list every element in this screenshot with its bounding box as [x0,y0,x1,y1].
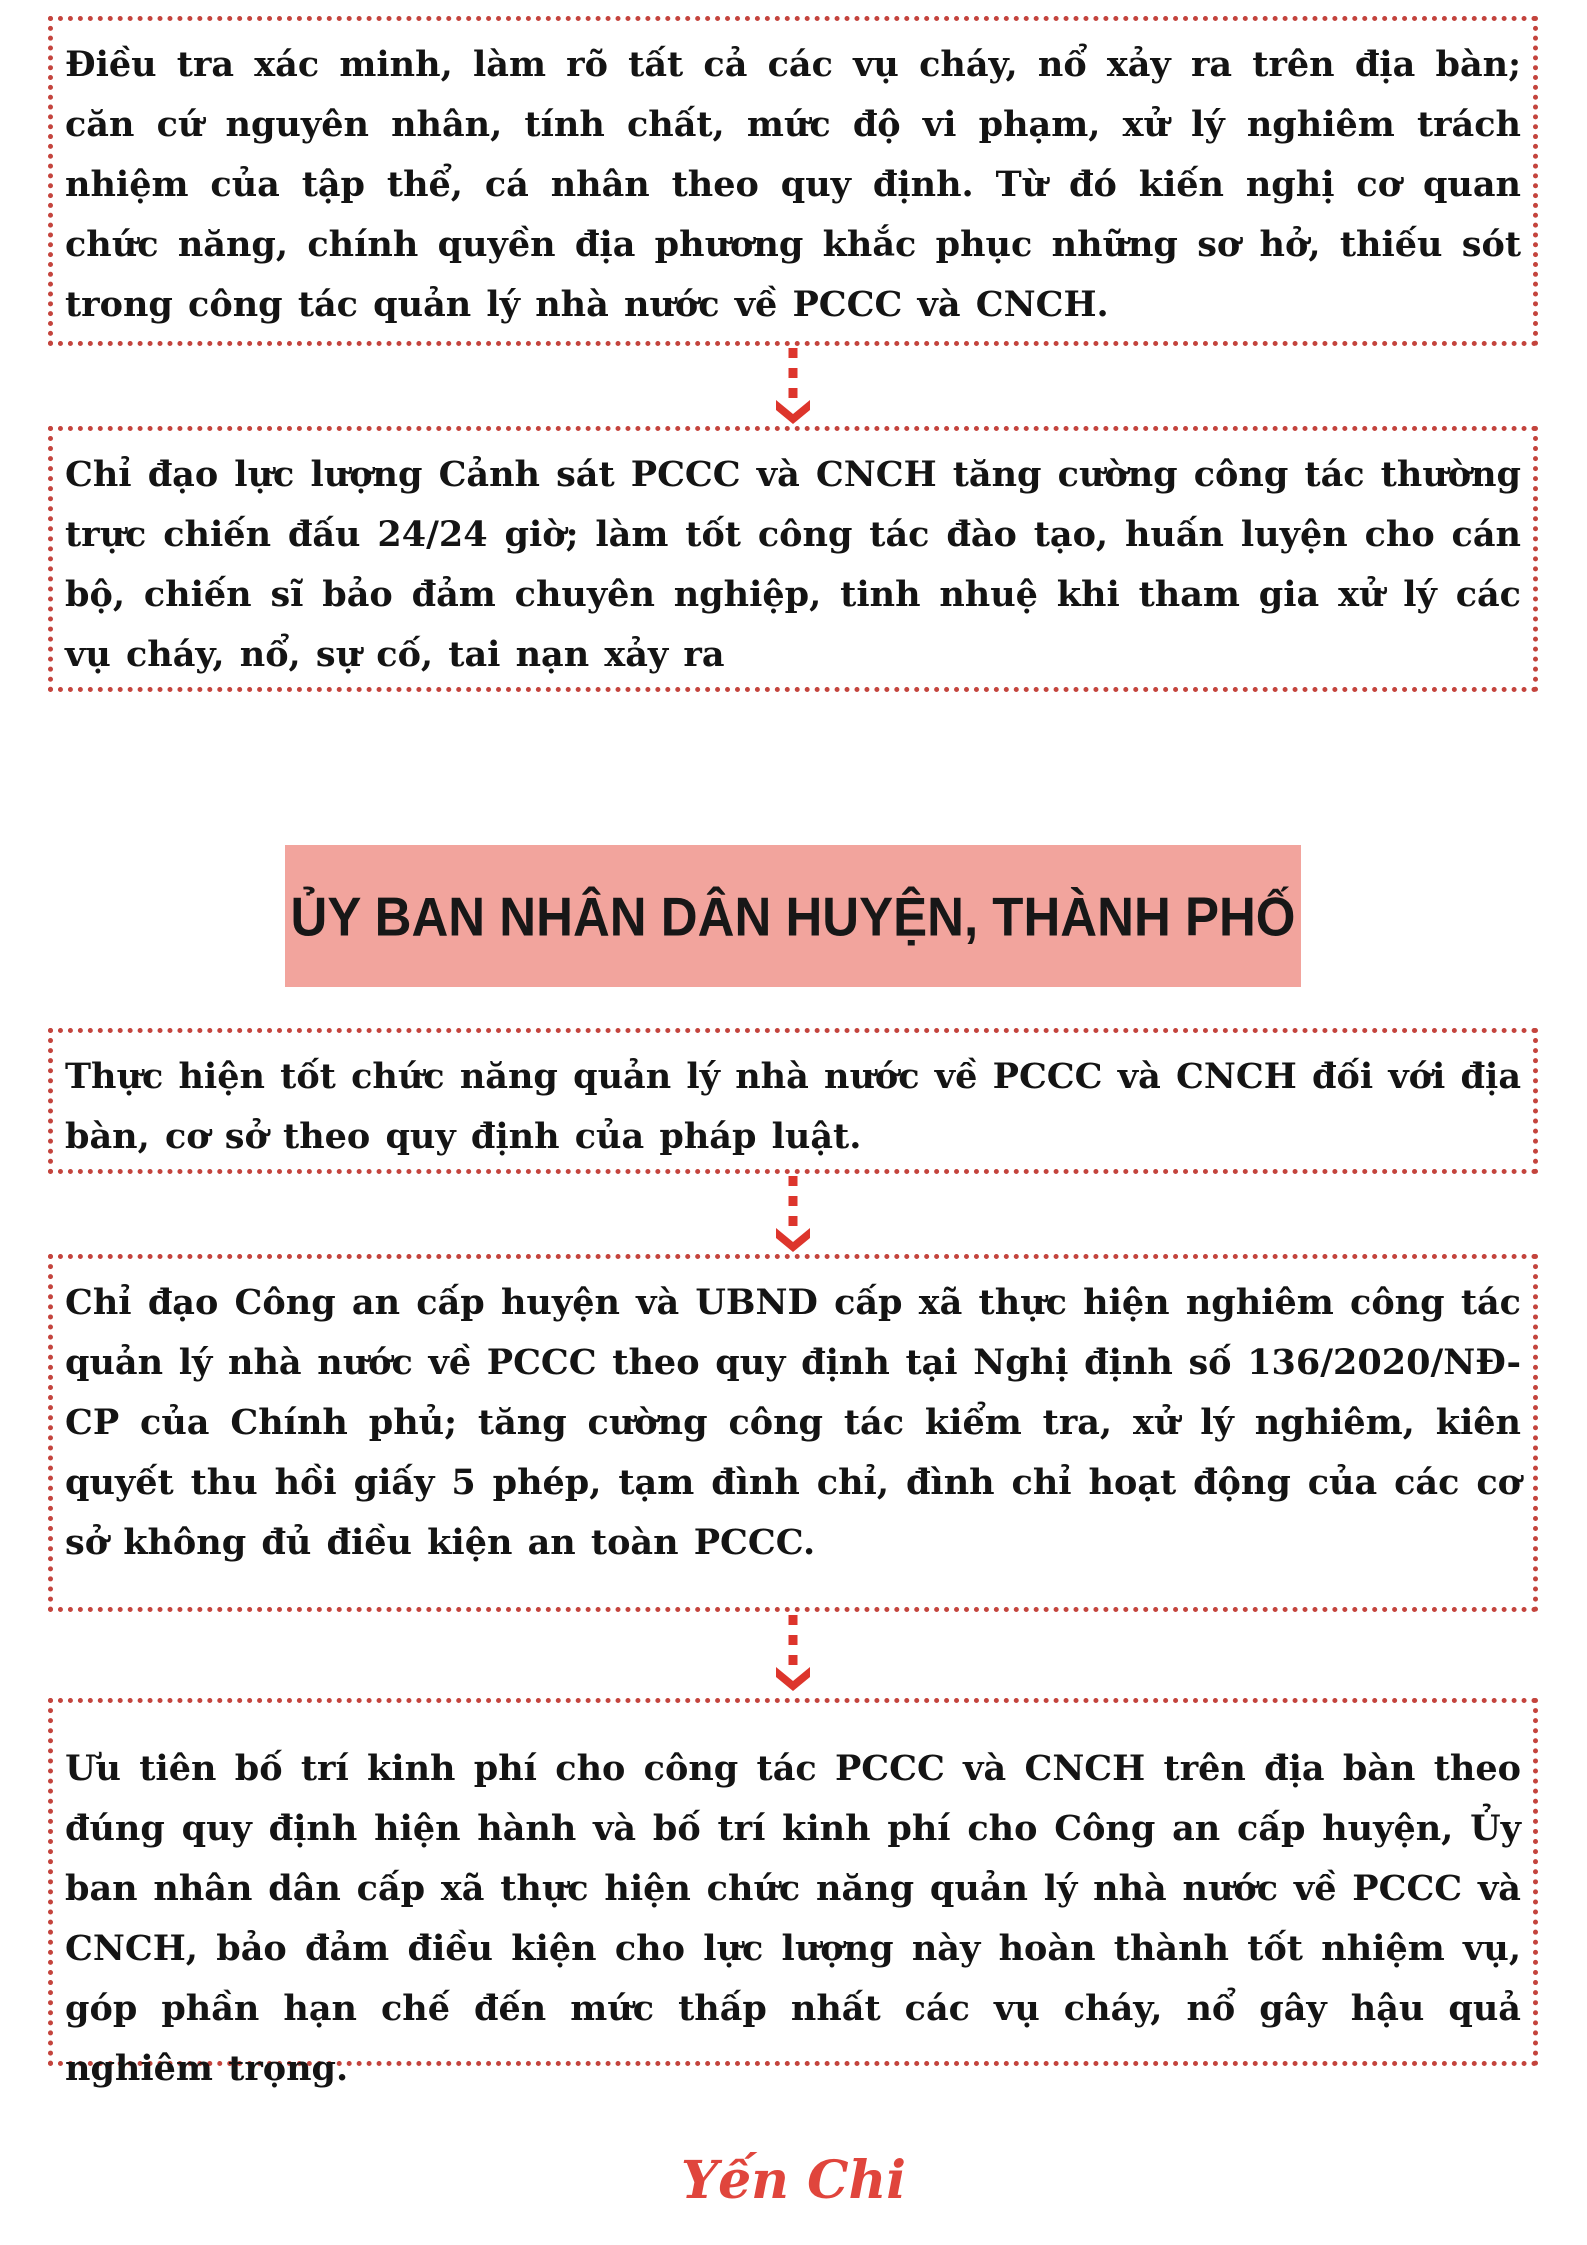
section-banner [285,845,1301,987]
text-box-district-directive [48,1254,1538,1612]
arrow-down-icon [775,348,811,426]
text-box-state-management [48,1028,1538,1174]
box-text: Thực hiện tốt chức năng quản lý nhà nước về PCCC và CNCH đối với địa bàn, cơ sở theo quy định của pháp luật. [65,1056,1521,1157]
text-box-investigation [48,16,1538,346]
box-text: Chỉ đạo Công an cấp huyện và UBND cấp xã thực hiện nghiêm công tác quản lý nhà nước về PCCC theo quy định tại Nghị định số 136/2020/NĐ-CP của Chính phủ; tăng cường công tác kiểm tra, xử lý nghiêm, kiên quyết thu hồi giấy 5 phép, tạm đình chỉ, đình chỉ hoạt động của các cơ sở không đủ điều kiện an toàn PCCC. [65,1282,1521,1563]
text-box-funding-priority [48,1698,1538,2089]
arrow-down-icon [775,1176,811,1254]
box-text: Chỉ đạo lực lượng Cảnh sát PCCC và CNCH tăng cường công tác thường trực chiến đấu 24/24 giờ; làm tốt công tác đào tạo, huấn luyện cho cán bộ, chiến sĩ bảo đảm chuyên nghiệp, tinh nhuệ khi tham gia xử lý các vụ cháy, nổ, sự cố, tai nạn xảy ra [65,454,1521,675]
box-text: Điều tra xác minh, làm rõ tất cả các vụ cháy, nổ xảy ra trên địa bàn; căn cứ nguyên nhân, tính chất, mức độ vi phạm, xử lý nghiêm trách nhiệm của tập thể, cá nhân theo quy định. Từ đó kiến nghị cơ quan chức năng, chính quyền địa phương khắc phục những sơ hở, thiếu sót trong công tác quản lý nhà nước về PCCC và CNCH. [65,44,1521,325]
flow-arrow-down-3 [775,1615,811,1693]
flow-arrow-down-2 [775,1176,811,1254]
author-signature: Yến Chi [680,2150,907,2211]
banner-title: ỦY BAN NHÂN DÂN HUYỆN, THÀNH PHỐ [290,885,1296,947]
text-box-standby-forces [48,426,1538,692]
arrow-down-icon [775,1615,811,1693]
box-text: Ưu tiên bố trí kinh phí cho công tác PCCC và CNCH trên địa bàn theo đúng quy định hiện hành và bố trí kinh phí cho Công an cấp huyện, Ủy ban nhân dân cấp xã thực hiện chức năng quản lý nhà nước về PCCC và CNCH, bảo đảm điều kiện cho lực lượng này hoàn thành tốt nhiệm vụ, góp phần hạn chế đến mức thấp nhất các vụ cháy, nổ gây hậu quả nghiêm trọng. [65,1748,1521,2089]
flow-arrow-down-1 [775,348,811,426]
